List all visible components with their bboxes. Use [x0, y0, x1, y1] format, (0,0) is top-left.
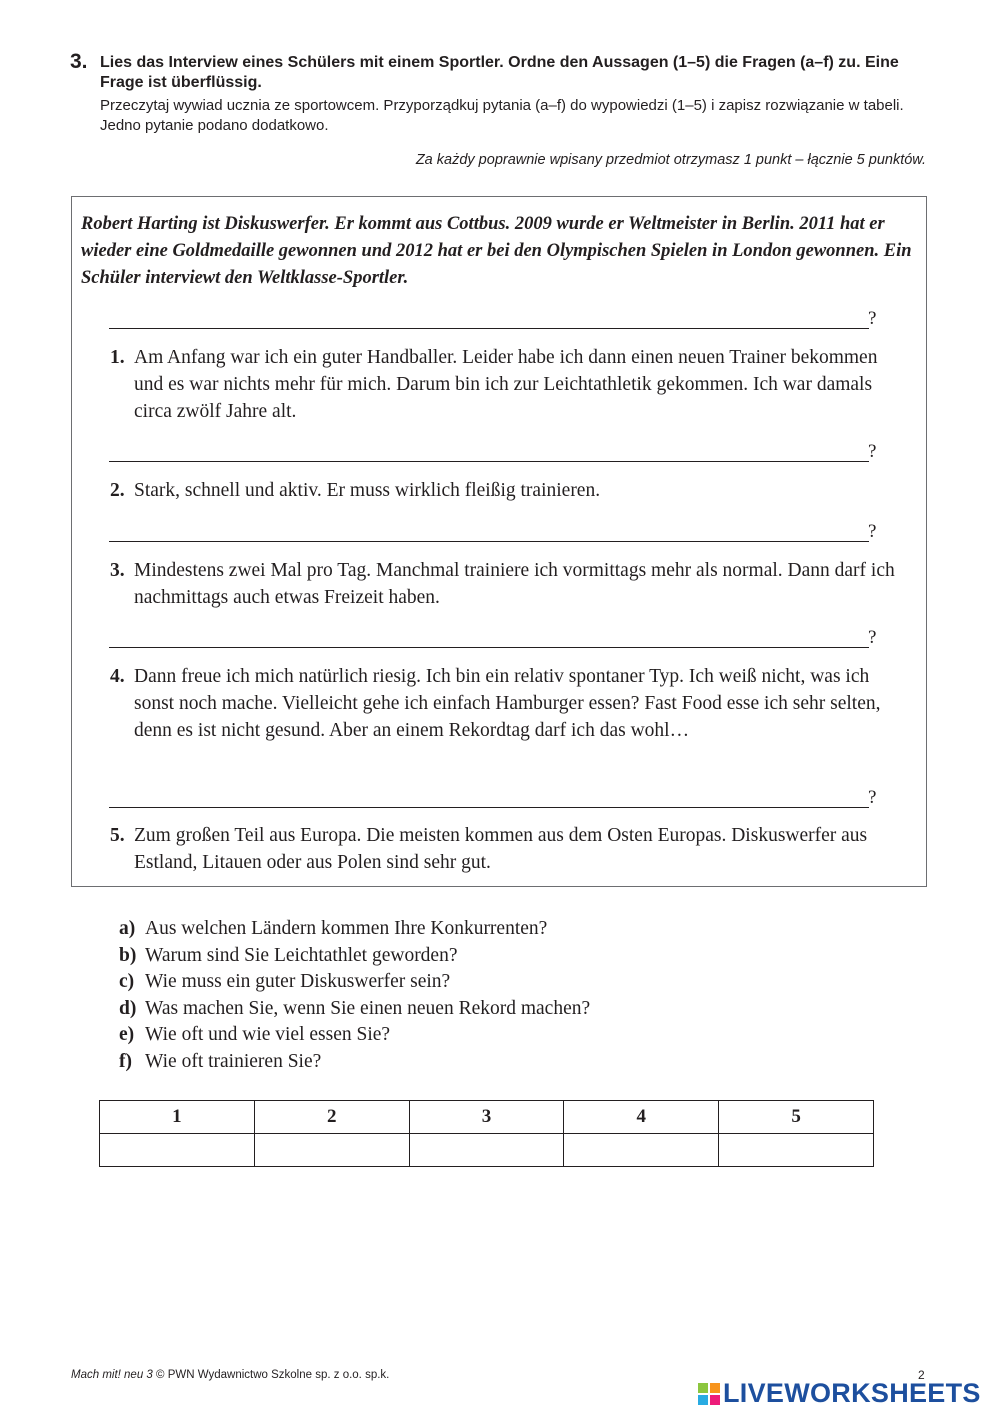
- answer-number: 5.: [110, 825, 125, 846]
- question-line-5[interactable]: [109, 807, 869, 808]
- answer-cell-1[interactable]: [100, 1134, 255, 1167]
- task-scoring: Za każdy poprawnie wpisany przedmiot otrzymasz 1 punkt – łącznie 5 punktów.: [415, 152, 926, 168]
- option-c: [119, 969, 590, 996]
- question-mark: ?: [868, 308, 877, 329]
- liveworksheets-logo: [698, 1378, 981, 1409]
- option-text: Was machen Sie, wenn Sie einen neuen Rekord machen?: [145, 997, 591, 1019]
- question-line-1[interactable]: [109, 328, 869, 329]
- answer-number: 1.: [110, 347, 125, 368]
- answer-text: Zum großen Teil aus Europa. Die meisten kommen aus dem Osten Europas. Diskuswerfer aus Estland, Litauen oder aus Polen sind sehr gut.: [134, 825, 868, 873]
- option-letter: d): [119, 997, 137, 1019]
- answer-text: Am Anfang war ich ein guter Handballer. Leider habe ich dann einen neuen Trainer bekommen und es war nichts mehr für mich. Darum bin ich zur Leichtathletik gekommen. Ich war damals circa zwölf Jahre alt.: [134, 347, 878, 422]
- answer-text: Stark, schnell und aktiv. Er muss wirklich fleißig trainieren.: [134, 480, 601, 501]
- answer-2: [110, 477, 900, 504]
- answer-4: [110, 663, 900, 744]
- answer-table: [99, 1100, 874, 1167]
- task-number: 3.: [70, 50, 88, 73]
- answer-table-input-row: [100, 1134, 874, 1167]
- option-e: [119, 1022, 590, 1049]
- question-mark: ?: [868, 521, 877, 542]
- footer-credit: [71, 1369, 389, 1381]
- answer-cell-2[interactable]: [254, 1134, 409, 1167]
- option-text: Warum sind Sie Leichtathlet geworden?: [145, 944, 458, 966]
- answer-cell-3[interactable]: [409, 1134, 564, 1167]
- option-text: Wie oft und wie viel essen Sie?: [145, 1024, 391, 1045]
- question-options: [119, 916, 590, 1075]
- option-text: Aus welchen Ländern kommen Ihre Konkurrenten?: [145, 918, 548, 939]
- answer-number: 4.: [110, 666, 125, 687]
- interview-intro: Robert Harting ist Diskuswerfer. Er kommt aus Cottbus. 2009 wurde er Weltmeister in Berlin. 2011 hat er wieder eine Goldmedaille gewonnen und 2012 hat er bei den Olympischen Spielen in London gewonnen. Ein Schüler interviewt den Weltklasse-Sportler.: [81, 214, 912, 288]
- option-b: [119, 943, 590, 970]
- option-f: [119, 1049, 590, 1076]
- logo-square: [710, 1383, 720, 1393]
- option-letter: a): [119, 918, 136, 939]
- logo-square: [710, 1395, 720, 1405]
- question-mark: ?: [868, 441, 877, 462]
- answer-number: 2.: [110, 480, 125, 501]
- task-subtitle: Przeczytaj wywiad ucznia ze sportowcem. Przyporządkuj pytania (a–f) do wypowiedzi (1–5) i zapisz rozwiązanie w tabeli. Jedno pytanie podano dodatkowo.: [100, 97, 904, 134]
- option-letter: f): [119, 1050, 132, 1072]
- footer-publisher: © PWN Wydawnictwo Szkolne sp. z o.o. sp.k.: [152, 1369, 390, 1381]
- answer-cell-5[interactable]: [719, 1134, 874, 1167]
- option-letter: b): [119, 944, 137, 966]
- answer-text: Mindestens zwei Mal pro Tag. Manchmal trainiere ich vormittags mehr als normal. Dann darf ich nachmittags auch etwas Freizeit haben.: [134, 560, 895, 608]
- answer-number: 3.: [110, 560, 125, 581]
- answer-5: [110, 822, 900, 876]
- answer-table-header-row: [100, 1101, 874, 1134]
- option-letter: e): [119, 1024, 135, 1045]
- answer-text: Dann freue ich mich natürlich riesig. Ich bin ein relativ spontaner Typ. Ich weiß nicht, was ich sonst noch mache. Vielleicht gehe ich einfach Hamburger essen? Fast Food esse ich sehr selten, denn es ist nicht gesund. Aber an einem Rekordtag darf ich das wohl…: [134, 666, 881, 741]
- table-header-4: 4: [564, 1101, 719, 1134]
- option-a: [119, 916, 590, 943]
- logo-wordmark: LIVEWORKSHEETS: [723, 1378, 981, 1408]
- footer-book-title: Mach mit! neu 3: [71, 1369, 153, 1381]
- logo-square: [698, 1395, 708, 1405]
- option-letter: c): [119, 971, 135, 992]
- page-number: 2: [918, 1368, 925, 1382]
- task-title: Lies das Interview eines Schülers mit einem Sportler. Ordne den Aussagen (1–5) die Fragen (a–f) zu. Eine Frage ist überflüssig.: [100, 54, 899, 91]
- option-text: Wie oft trainieren Sie?: [145, 1050, 322, 1072]
- table-header-1: 1: [100, 1101, 255, 1134]
- question-line-2[interactable]: [109, 461, 869, 462]
- question-line-3[interactable]: [109, 541, 869, 542]
- option-d: [119, 996, 590, 1023]
- question-mark: ?: [868, 627, 877, 648]
- interview-box: [71, 196, 927, 887]
- table-header-2: 2: [254, 1101, 409, 1134]
- answer-1: [110, 344, 900, 425]
- answer-cell-4[interactable]: [564, 1134, 719, 1167]
- answer-3: [110, 557, 900, 611]
- question-line-4[interactable]: [109, 647, 869, 648]
- logo-squares-icon: [698, 1383, 720, 1405]
- table-header-3: 3: [409, 1101, 564, 1134]
- logo-square: [698, 1383, 708, 1393]
- question-mark: ?: [868, 787, 877, 808]
- table-header-5: 5: [719, 1101, 874, 1134]
- option-text: Wie muss ein guter Diskuswerfer sein?: [145, 971, 451, 992]
